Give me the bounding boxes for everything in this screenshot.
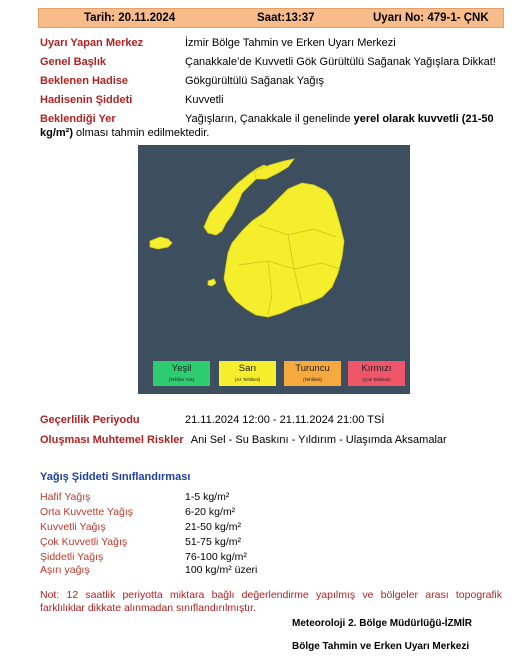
field-value-severity: Kuvvetli — [185, 94, 224, 106]
class-value: 21-50 kg/m² — [185, 521, 242, 533]
field-label: Beklenen Hadise — [40, 75, 129, 87]
place-bold: yerel olarak kuvvetli (21-50 — [353, 113, 494, 125]
validity-value: 21.11.2024 12:00 - 21.11.2024 21:00 TSİ — [185, 414, 385, 426]
legend-red — [348, 361, 405, 386]
bozcaada-island — [208, 279, 216, 286]
legend-label: Sarı — [238, 363, 257, 374]
field-row-title — [40, 56, 106, 68]
legend-label: Yeşil — [171, 363, 192, 374]
validity-row — [40, 414, 140, 426]
field-label: Hadisenin Şiddeti — [40, 94, 133, 106]
legend-sub: (Az Tehlikeli) — [234, 377, 261, 382]
field-row-severity — [40, 94, 132, 106]
class-value: 76-100 kg/m² — [185, 551, 247, 563]
legend-green — [153, 361, 210, 386]
footer-center: Bölge Tahmin ve Erken Uyarı Merkezi — [292, 641, 470, 652]
validity-label: Geçerlilik Periyodu — [40, 414, 140, 426]
legend-sub: (Tehlike Yok) — [168, 377, 195, 382]
risks-row — [40, 434, 447, 446]
class-name: Orta Kuvvette Yağış — [40, 506, 133, 518]
class-name: Şiddetli Yağış — [40, 551, 104, 563]
legend-orange — [284, 361, 341, 386]
warning-date: Tarih: 20.11.2024 — [84, 12, 176, 24]
gokceada-island — [150, 237, 172, 249]
place-bold-cont: kg/m²) — [40, 127, 73, 139]
field-label: Beklendiği Yer — [40, 113, 116, 125]
field-row-place — [40, 113, 116, 125]
class-value: 1-5 kg/m² — [185, 491, 230, 503]
warning-number: Uyarı No: 479-1- ÇNK — [373, 12, 489, 24]
classification-title: Yağış Şiddeti Sınıflandırması — [40, 471, 191, 483]
warning-header-bar — [38, 8, 504, 28]
field-row-event — [40, 75, 128, 87]
class-name: Aşırı yağış — [40, 564, 90, 576]
legend-label: Kırmızı — [361, 363, 392, 374]
legend-sub: (Tehlikeli) — [302, 377, 322, 382]
risks-value: Ani Sel - Su Baskını - Yıldırım - Ulaşımda Aksamalar — [190, 434, 447, 446]
class-value: 51-75 kg/m² — [185, 536, 242, 548]
note-text: Not: 12 saatlik periyotta miktara bağlı değerlendirme yapılmış ve bölgeler arası topografik farklılıklar dikkate alınmadan sınıflandırılmıştır. — [40, 589, 502, 614]
field-value-title: Çanakkale’de Kuvvetli Gök Gürültülü Sağanak Yağışlara Dikkat! — [185, 56, 496, 68]
field-value-event: Gökgürültülü Sağanak Yağış — [185, 75, 325, 87]
field-label: Genel Başlık — [40, 56, 107, 68]
legend-label: Turuncu — [295, 363, 330, 374]
place-continuation — [40, 127, 209, 139]
warning-map — [138, 145, 410, 394]
northern-coast — [254, 159, 294, 179]
field-value-center: İzmir Bölge Tahmin ve Erken Uyarı Merkezi — [185, 37, 396, 49]
field-value-place — [185, 113, 494, 125]
class-name: Kuvvetli Yağış — [40, 521, 106, 533]
class-value: 6-20 kg/m² — [185, 506, 236, 518]
place-text: Yağışların, Çanakkale il genelinde — [185, 113, 354, 125]
warning-time: Saat:13:37 — [257, 12, 315, 24]
footer-directorate: Meteoroloji 2. Bölge Müdürlüğü-İZMİR — [292, 618, 472, 629]
canakkale-province-map — [138, 145, 410, 355]
place-text-cont: olması tahmin edilmektedir. — [73, 127, 210, 139]
class-name: Çok Kuvvetli Yağış — [40, 536, 128, 548]
class-name: Hafif Yağış — [40, 491, 91, 503]
biga-peninsula — [224, 183, 344, 317]
legend-sub: (Çok Tehlikeli) — [362, 377, 391, 382]
legend-yellow — [219, 361, 276, 386]
class-value: 100 kg/m² üzeri — [185, 564, 258, 576]
field-row-center — [40, 37, 143, 49]
field-label: Uyarı Yapan Merkez — [40, 37, 144, 49]
risks-label: Oluşması Muhtemel Riskler — [40, 434, 184, 446]
